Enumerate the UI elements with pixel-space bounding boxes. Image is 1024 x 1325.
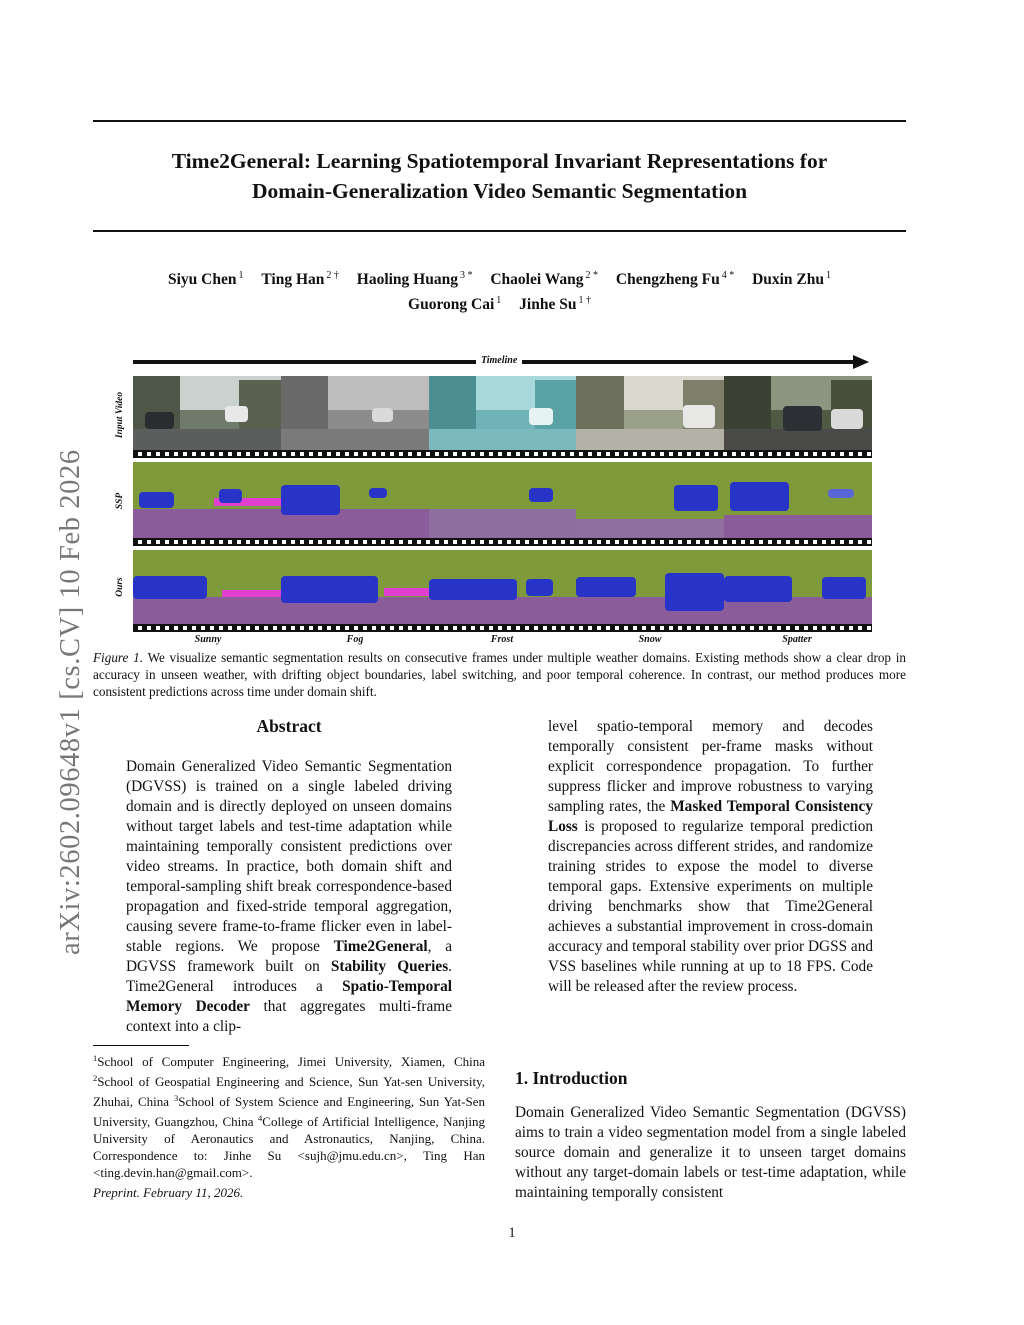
author: Haoling Huang $^{3 *}$ xyxy=(356,270,473,288)
ours-frost xyxy=(429,550,577,626)
film-strip-1 xyxy=(133,450,872,458)
domain-label-sunny: Sunny xyxy=(194,634,222,645)
ssp-strip xyxy=(133,462,872,538)
figure-caption xyxy=(93,649,906,700)
author: Guorong Cai $^1$ xyxy=(408,295,502,313)
author: Duxin Zhu $^1$ xyxy=(752,270,832,288)
ssp-frost xyxy=(429,462,577,538)
ours-snow xyxy=(576,550,724,626)
author: Siyu Chen $^1$ xyxy=(167,270,244,288)
frame-frost xyxy=(429,376,577,452)
author: Jinhe Su $^{1 \dagger}$ xyxy=(519,295,591,313)
ours-strip xyxy=(133,550,872,626)
preprint-date: Preprint. February 11, 2026. xyxy=(93,1185,244,1200)
author: Chengzheng Fu $^{4 *}$ xyxy=(615,270,735,288)
frame-snow xyxy=(576,376,724,452)
abstract-body-left: Domain Generalized Video Semantic Segmentation (DGVSS) is trained on a single labeled driving domain and is directly deployed on unseen domains without target labels and test-time adaptation while maintaining temporally consistent predictions over video streams. In practice, both domain shift and temporal-sampling shift break correspondence-based propagation and fixed-stride temporal aggregation, causing severe frame-to-frame flicker even in label-stable regions. We propose Time2General, a DGVSS framework built on Stability Queries. Time2General introduces a Spatio-Temporal Memory Decoder that aggregates multi-frame context into a clip- xyxy=(126,758,452,1035)
ssp-fog xyxy=(281,462,429,538)
title-bottom-rule xyxy=(93,230,906,232)
frame-spatter xyxy=(724,376,872,452)
ours-spatter xyxy=(724,550,872,626)
domain-label-frost: Frost xyxy=(490,634,514,645)
frame-fog xyxy=(281,376,429,452)
input-video-strip xyxy=(133,376,872,452)
author: Chaolei Wang $^{2 *}$ xyxy=(490,270,599,288)
caption-label: Figure 1. xyxy=(93,650,144,665)
domain-label-spatter: Spatter xyxy=(782,634,812,645)
timeline-label: Timeline xyxy=(476,355,522,366)
section-heading-introduction: 1. Introduction xyxy=(515,1068,628,1088)
title-line-1: Time2General: Learning Spatiotemporal Invariant Representations for xyxy=(171,149,828,173)
caption-text: We visualize semantic segmentation results on consecutive frames under multiple weather domains. Existing methods show a clear drop in accuracy in unseen weather, with drifting object boundaries, label switching, and poor temporal coherence. In contrast, our method produces more consistent predictions across time under domain shift. xyxy=(93,650,907,699)
film-strip-2 xyxy=(133,538,872,546)
abstract-heading: Abstract xyxy=(256,716,322,736)
ssp-snow xyxy=(576,462,724,538)
ssp-sunny xyxy=(133,462,281,538)
author-list xyxy=(93,265,906,315)
introduction-text: Domain Generalized Video Semantic Segmentation (DGVSS) aims to train a video segmentation model from a single labeled source domain and generalize it to unseen target domains without any target-domain labels or test-time adaptation, while maintaining temporally consistent xyxy=(515,1104,906,1201)
page-number: 1 xyxy=(508,1225,516,1241)
arrow-right-icon xyxy=(853,355,869,369)
title-line-2: Domain-Generalization Video Semantic Segmentation xyxy=(251,179,748,203)
timeline-arrow xyxy=(133,355,869,371)
row-label-ssp: SSP xyxy=(115,492,125,510)
affiliations-footnote: $^1$School of Computer Engineering, Jimei University, Xiamen, China $^2$School of Geospatial Engineering and Science, Sun Yat-sen University, Zhuhai, China $^3$School of System Science and Engineering, Sun Yat-Sen University, Guangzhou, China $^4$College of Artificial Intelligence, Nanjing University of Aeronautics and Astronautics, Nanjing, China. Correspondence to: Jinhe Su <sujh@jmu.edu.cn>, Ting Han <ting.devin.han@gmail.com>. xyxy=(93,1053,485,1180)
ours-sunny xyxy=(133,550,281,626)
ours-fog xyxy=(281,550,429,626)
frame-sunny xyxy=(133,376,281,452)
domain-label-snow: Snow xyxy=(638,634,662,645)
film-strip-3 xyxy=(133,624,872,632)
row-label-ours: Ours xyxy=(115,577,125,597)
domain-label-fog: Fog xyxy=(346,634,364,645)
ssp-spatter xyxy=(724,462,872,538)
arxiv-stamp: arXiv:2602.09648v1 [cs.CV] 10 Feb 2026 xyxy=(55,449,86,955)
paper-title xyxy=(93,146,906,206)
footnote-rule xyxy=(93,1045,189,1046)
author: Ting Han $^{2 \dagger}$ xyxy=(261,270,339,288)
title-top-rule xyxy=(93,120,906,122)
abstract-body-right: level spatio-temporal memory and decodes temporally consistent per-frame masks without explicit correspondence propagation. To further suppress flicker and improve robustness to varying sampling rates, the Masked Temporal Consistency Loss is proposed to regularize temporal prediction discrepancies across different strides, and randomize training strides to expose the model to diverse temporal gaps. Extensive experiments on multiple driving benchmarks show that Time2General achieves a substantial improvement in cross-domain accuracy and temporal stability over prior DGSS and VSS baselines while running at up to 18 FPS. Code will be released after the review process. xyxy=(548,718,873,995)
row-label-input: Input Video xyxy=(115,391,125,439)
